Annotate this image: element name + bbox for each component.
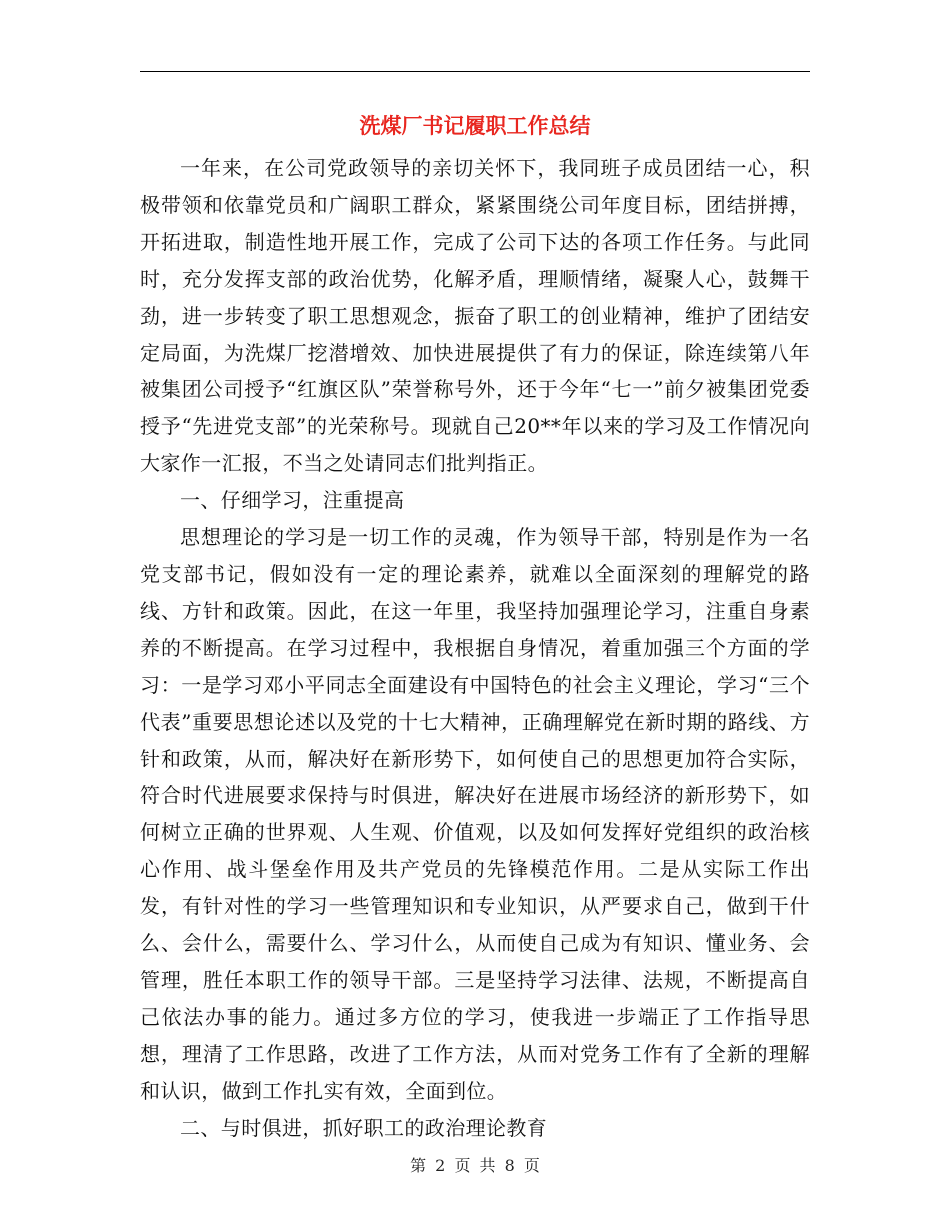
document-body xyxy=(140,150,810,1146)
paragraph-study: 思想理论的学习是一切工作的灵魂，作为领导干部，特别是作为一名党支部书记，假如没有一定的理论素养，就难以全面深刻的理解党的路线、方针和政策。因此，在这一年里，我坚持加强理论学习，注重自身素养的不断提高。在学习过程中，我根据自身情况，着重加强三个方面的学习：一是学习邓小平同志全面建设有中国特色的社会主义理论，学习“三个代表”重要思想论述以及党的十七大精神，正确理解党在新时期的路线、方针和政策，从而，解决好在新形势下，如何使自己的思想更加符合实际，符合时代进展要求保持与时俱进，解决好在进展市场经济的新形势下，如何树立正确的世界观、人生观、价值观，以及如何发挥好党组织的政治核心作用、战斗堡垒作用及共产党员的先锋模范作用。二是从实际工作出发，有针对性的学习一些管理知识和专业知识，从严要求自己，做到干什么、会什么，需要什么、学习什么，从而使自己成为有知识、懂业务、会管理，胜任本职工作的领导干部。三是坚持学习法律、法规，不断提高自己依法办事的能力。通过多方位的学习，使我进一步端正了工作指导思想，理清了工作思路，改进了工作方法，从而对党务工作有了全新的理解和认识，做到工作扎实有效，全面到位。 xyxy=(140,525,810,1103)
page-number: 第 2 页 共 8 页 xyxy=(410,1156,540,1175)
section-heading-1: 一、仔细学习，注重提高 xyxy=(180,488,405,513)
section-heading-2: 二、与时俱进，抓好职工的政治理论教育 xyxy=(180,1115,548,1140)
document-title: 洗煤厂书记履职工作总结 xyxy=(359,113,591,138)
paragraph-intro: 一年来，在公司党政领导的亲切关怀下，我同班子成员团结一心，积极带领和依靠党员和广阔职工群众，紧紧围绕公司年度目标，团结拼搏，开拓进取，制造性地开展工作，完成了公司下达的各项工作任务。与此同时，充分发挥支部的政治优势，化解矛盾，理顺情绪，凝聚人心，鼓舞干劲，进一步转变了职工思想观念，振奋了职工的创业精神，维护了团结安定局面，为洗煤厂挖潜增效、加快进展提供了有力的保证，除连续第八年被集团公司授予“红旗区队”荣誉称号外，还于今年“七一”前夕被集团党委授予“先进党支部”的光荣称号。现就自己20**年以来的学习及工作情况向大家作一汇报，不当之处请同志们批判指正。 xyxy=(140,156,810,476)
header-rule xyxy=(140,71,810,72)
